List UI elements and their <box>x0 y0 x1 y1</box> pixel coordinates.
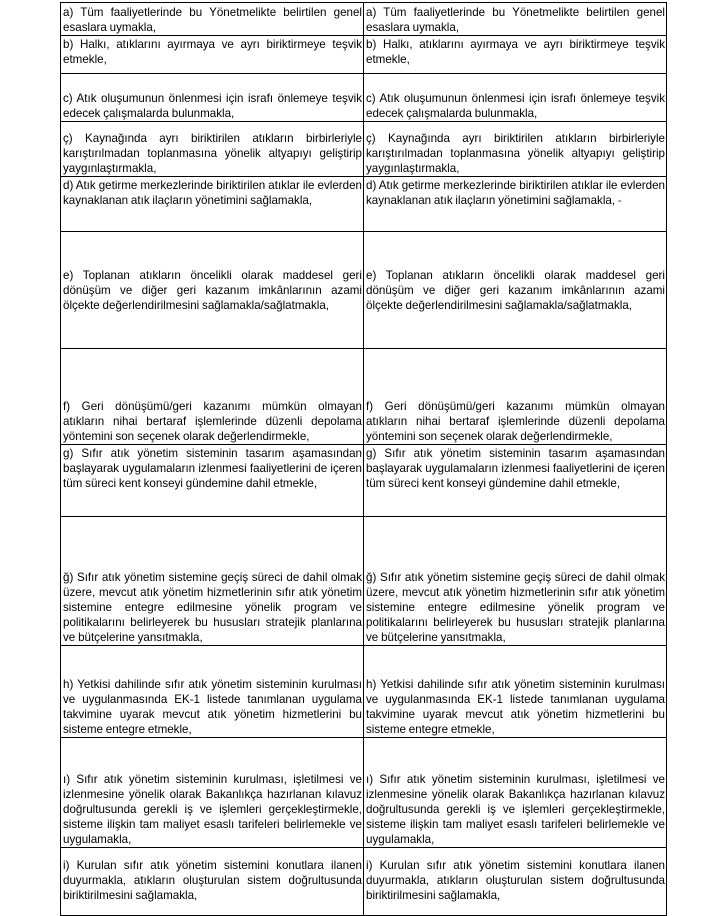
left-cell <box>61 177 364 232</box>
cell-text: a) Tüm faaliyetlerinde bu Yönetmelikte belirtilen genel esaslara uymakla, <box>63 6 362 34</box>
left-cell <box>61 3 364 36</box>
cell-text: ğ) Sıfır atık yönetim sistemine geçiş süreci de dahil olmak üzere, mevcut atık yönetim hizmetlerinin sıfır atık yönetim sistemine entegre edilmesine yönelik program ve politikalarını belirleyerek bu hususları stratejik planlarına ve bütçelerine yansıtmakla, <box>63 571 362 644</box>
table-row <box>61 349 667 445</box>
right-cell <box>364 848 667 916</box>
cell-text: ı) Sıfır atık yönetim sisteminin kurulması, işletilmesi ve izlenmesine yönelik olarak Bakanlıkça hazırlanan kılavuz doğrultusunda gerekli iş ve işlemleri gerçekleştirmekle, sisteme ilişkin tam maliyet esaslı tarifeleri belirlemekle ve uygulamakla, <box>63 773 362 846</box>
table-row <box>61 36 667 74</box>
cell-text: g) Sıfır atık yönetim sisteminin tasarım aşamasından başlayarak uygulamaların izlenmesi faaliyetlerini de içeren tüm süreci kent konseyi gündemine dahil etmekle, <box>366 447 665 490</box>
cell-text: g) Sıfır atık yönetim sisteminin tasarım aşamasından başlayarak uygulamaların izlenmesi faaliyetlerini de içeren tüm süreci kent konseyi gündemine dahil etmekle, <box>63 447 362 490</box>
left-cell <box>61 36 364 74</box>
comparison-table <box>60 2 667 916</box>
change-mark: - <box>615 194 622 207</box>
left-cell <box>61 349 364 445</box>
cell-text: f) Geri dönüşümü/geri kazanımı mümkün olmayan atıkların nihai bertaraf işlemlerinde düzenli depolama yöntemini son seçenek olarak değerlendirmekle, <box>63 400 362 443</box>
table-row <box>61 177 667 232</box>
table-row <box>61 3 667 36</box>
cell-text: i) Kurulan sıfır atık yönetim sistemini konutlara ilanen duyurmakla, atıkların oluşturulan sistem doğrultusunda biriktirilmesini sağlamakla, <box>63 859 362 902</box>
cell-text: ı) Sıfır atık yönetim sisteminin kurulması, işletilmesi ve izlenmesine yönelik olarak Bakanlıkça hazırlanan kılavuz doğrultusunda gerekli iş ve işlemleri gerçekleştirmekle, sisteme ilişkin tam maliyet esaslı tarifeleri belirlemekle ve uygulamakla, <box>366 773 665 846</box>
right-cell <box>364 349 667 445</box>
cell-text: ğ) Sıfır atık yönetim sistemine geçiş süreci de dahil olmak üzere, mevcut atık yönetim hizmetlerinin sıfır atık yönetim sistemine entegre edilmesine yönelik program ve politikalarını belirleyerek bu hususları stratejik planlarına ve bütçelerine yansıtmakla, <box>366 571 665 644</box>
cell-text: f) Geri dönüşümü/geri kazanımı mümkün olmayan atıkların nihai bertaraf işlemlerinde düzenli depolama yöntemini son seçenek olarak değerlendirmekle, <box>366 400 665 443</box>
cell-text: d) Atık getirme merkezlerinde biriktirilen atıklar ile evlerden kaynaklanan atık ilaçların yönetimini sağlamakla, <box>366 179 665 207</box>
table-row <box>61 122 667 177</box>
right-cell <box>364 177 667 232</box>
cell-text: e) Toplanan atıkların öncelikli olarak maddesel geri dönüşüm ve diğer geri kazanım imkânlarının azami ölçekte değerlendirilmesini sağlamakla/sağlatmakla, <box>366 269 665 312</box>
cell-text: h) Yetkisi dahilinde sıfır atık yönetim sisteminin kurulması ve uygulanmasında EK-1 listede tanımlanan uygulama takvimine uyarak mevcut atık yönetim hizmetlerini bu sisteme entegre etmekle, <box>366 678 665 736</box>
right-cell <box>364 445 667 517</box>
table-row <box>61 517 667 646</box>
table-row <box>61 74 667 122</box>
right-cell <box>364 36 667 74</box>
cell-text: c) Atık oluşumunun önlenmesi için israfı önlemeye teşvik edecek çalışmalarda bulunmakla, <box>63 92 362 120</box>
table-row <box>61 646 667 738</box>
left-cell <box>61 646 364 738</box>
left-cell <box>61 517 364 646</box>
left-cell <box>61 445 364 517</box>
cell-text: ç) Kaynağında ayrı biriktirilen atıkların birbirleriyle karıştırılmadan toplanmasına yönelik altyapıyı geliştirip yaygınlaştırmakla, <box>63 132 362 175</box>
left-cell <box>61 122 364 177</box>
table-row <box>61 738 667 848</box>
table-row <box>61 232 667 349</box>
cell-text: i) Kurulan sıfır atık yönetim sistemini konutlara ilanen duyurmakla, atıkların oluşturulan sistem doğrultusunda biriktirilmesini sağlamakla, <box>366 859 665 902</box>
cell-text: c) Atık oluşumunun önlenmesi için israfı önlemeye teşvik edecek çalışmalarda bulunmakla, <box>366 92 665 120</box>
right-cell <box>364 517 667 646</box>
right-cell <box>364 3 667 36</box>
right-cell <box>364 738 667 848</box>
cell-text: b) Halkı, atıklarını ayırmaya ve ayrı biriktirmeye teşvik etmekle, <box>63 38 362 66</box>
cell-text: d) Atık getirme merkezlerinde biriktirilen atıklar ile evlerden kaynaklanan atık ilaçların yönetimini sağlamakla, <box>63 179 362 207</box>
right-cell <box>364 646 667 738</box>
left-cell <box>61 848 364 916</box>
right-cell <box>364 74 667 122</box>
cell-text: e) Toplanan atıkların öncelikli olarak maddesel geri dönüşüm ve diğer geri kazanım imkânlarının azami ölçekte değerlendirilmesini sağlamakla/sağlatmakla, <box>63 269 362 312</box>
right-cell <box>364 232 667 349</box>
cell-text: h) Yetkisi dahilinde sıfır atık yönetim sisteminin kurulması ve uygulanmasında EK-1 listede tanımlanan uygulama takvimine uyarak mevcut atık yönetim hizmetlerini bu sisteme entegre etmekle, <box>63 678 362 736</box>
left-cell <box>61 738 364 848</box>
left-cell <box>61 232 364 349</box>
cell-text: a) Tüm faaliyetlerinde bu Yönetmelikte belirtilen genel esaslara uymakla, <box>366 6 665 34</box>
table-row <box>61 445 667 517</box>
cell-text: b) Halkı, atıklarını ayırmaya ve ayrı biriktirmeye teşvik etmekle, <box>366 38 665 66</box>
table-row <box>61 848 667 916</box>
left-cell <box>61 74 364 122</box>
cell-text: ç) Kaynağında ayrı biriktirilen atıkların birbirleriyle karıştırılmadan toplanmasına yönelik altyapıyı geliştirip yaygınlaştırmakla, <box>366 132 665 175</box>
right-cell <box>364 122 667 177</box>
